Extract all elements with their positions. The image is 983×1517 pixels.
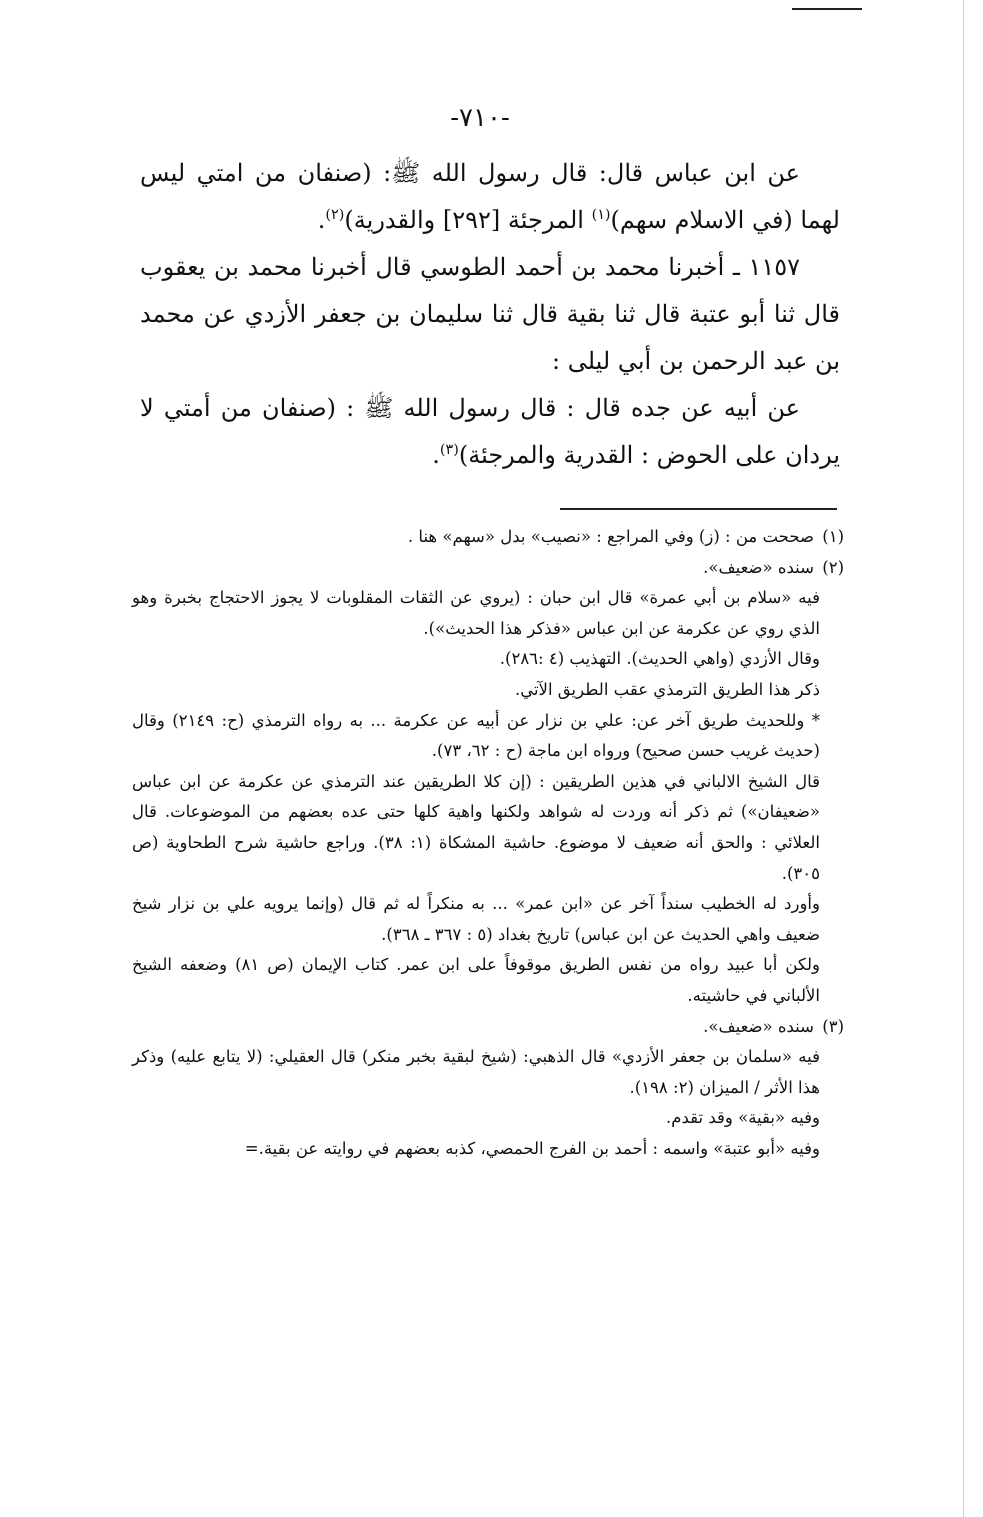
paragraph-end: .: [317, 206, 326, 234]
footnote-2-line: ولكن أبا عبيد رواه من نفس الطريق موقوفاً على ابن عمر. كتاب الإيمان (ص ٨١) وضعفه الشيخ الألباني في حاشيته.: [132, 955, 820, 1005]
footnote-2-line: فيه «سلام بن أبي عمرة» قال ابن حبان : (يروي عن الثقات المقلوبات لا يجوز الاحتجاج بخبرة وهو الذي روي عن عكرمة عن ابن عباس «فذكر هذا الحديث»).: [132, 588, 820, 638]
footnote-ref: (٣): [439, 442, 459, 458]
footnote-2: [132, 553, 844, 584]
footnote-3: [132, 1012, 844, 1043]
footnote-ref: (٢): [325, 207, 345, 223]
footnote-1: [132, 522, 844, 553]
footnote-number: (٣): [822, 1016, 844, 1036]
top-rule: [792, 8, 862, 10]
page-number: -٧١٠-: [450, 103, 510, 133]
footnote-text: سنده «ضعيف».: [703, 1016, 814, 1036]
footnote-2-line: ذكر هذا الطريق الترمذي عقب الطريق الآتي.: [514, 679, 820, 699]
footnote-number: (١): [822, 527, 844, 546]
paragraph-hadith-2: [140, 385, 840, 479]
footnote-2-line: قال الشيخ الالباني في هذين الطريقين : (إن كلا الطريقين عند الترمذي عن عكرمة عن ابن عباس «ضعيفان») ثم ذكر أنه وردت له شواهد ولكنها واهية كلها حتى عده بعضهم من الموضوعات. قال العلائي : والحق أنه ضعيف لا موضوع. حاشية المشكاة (١: ٣٨). وراجع حاشية شرح الطحاوية (ص ٣٠٥).: [132, 771, 820, 883]
main-text: [140, 150, 840, 479]
paragraph-isnad: ١١٥٧ ـ أخبرنا محمد بن أحمد الطوسي قال أخبرنا محمد بن يعقوب قال ثنا أبو عتبة قال ثنا بقية قال ثنا سليمان بن جعفر الأزدي عن محمد بن عبد الرحمن بن أبي ليلى :: [140, 253, 840, 375]
footnote-3-line: وفيه «أبو عتبة» واسمه : أحمد بن الفرج الحمصي، كذبه بعضهم في روايته عن بقية.=: [244, 1138, 820, 1158]
footnote-text: صححت من : (ز) وفي المراجع : «نصيب» بدل «سهم» هنا .: [407, 527, 814, 546]
footnote-separator: [560, 508, 837, 510]
footnotes: [132, 522, 844, 1164]
paragraph-text: عن أبيه عن جده قال : قال رسول الله ﷺ : (صنفان من أمتي لا يردان على الحوض : القدرية والمرجئة): [140, 394, 840, 469]
paragraph-hadith-1: [140, 150, 840, 244]
margin-rule: [963, 0, 964, 1517]
paragraph-text: عن ابن عباس قال: قال رسول الله ﷺ: (صنفان من امتي ليس لهما (في الاسلام سهم): [140, 159, 840, 234]
footnote-2-line: * وللحديث طريق آخر عن: علي بن نزار عن أبيه عن عكرمة ... به رواه الترمذي (ح: ٢١٤٩) وقال (حديث غريب حسن صحيح) ورواه ابن ماجة (ح : ٦٢، ٧٣).: [132, 710, 820, 761]
footnote-2-line: وقال الأزدي (واهي الحديث). التهذيب (٤ :٢٨٦).: [499, 649, 820, 669]
paragraph-text: المرجئة [٢٩٢] والقدرية): [344, 206, 592, 234]
footnote-2-line: وأورد له الخطيب سنداً آخر عن «ابن عمر» ... به منكراً له ثم قال (وإنما يرويه علي بن نزار شيخ ضعيف واهي الحديث عن ابن عباس) تاريخ بغداد (٥ : ٣٦٧ ـ ٣٦٨).: [132, 894, 820, 944]
footnote-3-line: فيه «سلمان بن جعفر الأزدي» قال الذهبي: (شيخ لبقية بخبر منكر) قال العقيلي: (لا يتابع عليه) وذكر هذا الأثر / الميزان (٢: ١٩٨).: [132, 1047, 820, 1097]
footnote-ref: (١): [591, 207, 611, 223]
footnote-text: سنده «ضعيف».: [703, 557, 814, 577]
paragraph-end: .: [432, 441, 440, 469]
footnote-3-line: وفيه «بقية» وقد تقدم.: [666, 1108, 820, 1128]
footnote-number: (٢): [822, 557, 844, 577]
